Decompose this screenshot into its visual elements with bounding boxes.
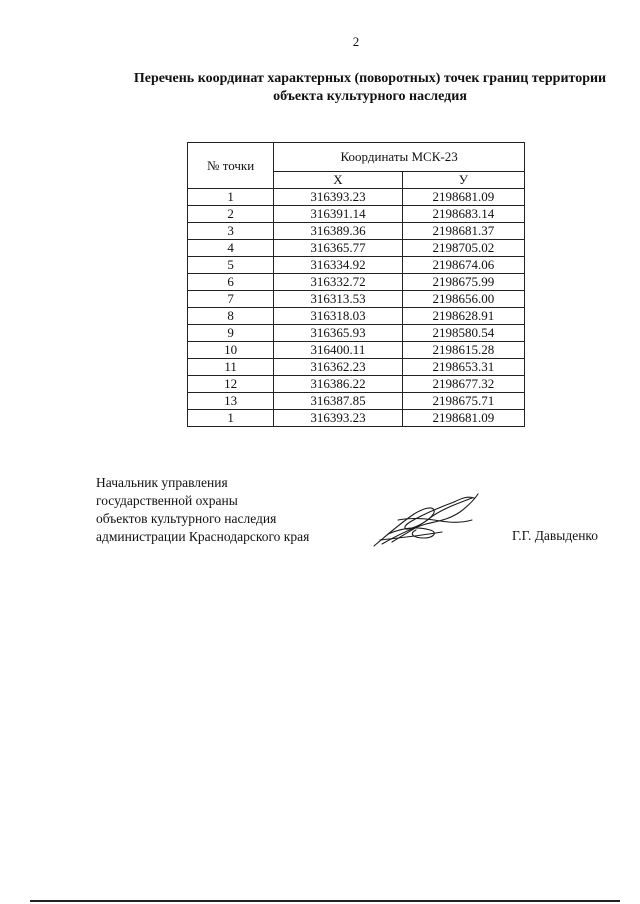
y-coordinate-cell: 2198681.09 (402, 410, 524, 427)
y-coordinate-cell: 2198674.06 (402, 257, 524, 274)
x-coordinate-cell: 316362.23 (274, 359, 402, 376)
y-coordinate-cell: 2198681.37 (402, 223, 524, 240)
point-number-cell: 2 (188, 206, 274, 223)
title-line-2: объекта культурного наследия (273, 89, 467, 104)
x-coordinate-cell: 316334.92 (274, 257, 402, 274)
point-number-cell: 7 (188, 291, 274, 308)
table-row (188, 189, 525, 206)
y-coordinate-cell: 2198580.54 (402, 325, 524, 342)
table-row (188, 410, 525, 427)
position-line: Начальник управления (96, 475, 228, 490)
point-number-cell: 8 (188, 308, 274, 325)
header-point-number: № точки (188, 143, 274, 189)
point-number-cell: 4 (188, 240, 274, 257)
y-coordinate-cell: 2198677.32 (402, 376, 524, 393)
position-line: администрации Краснодарского края (96, 529, 310, 544)
x-coordinate-cell: 316393.23 (274, 410, 402, 427)
table-row (188, 359, 525, 376)
y-coordinate-cell: 2198656.00 (402, 291, 524, 308)
title-line-1: Перечень координат характерных (поворотных) точек границ территории (133, 71, 607, 86)
position-line: государственной охраны (96, 493, 238, 508)
x-coordinate-cell: 316391.14 (274, 206, 402, 223)
table-row (188, 274, 525, 291)
table-row (188, 240, 525, 257)
x-coordinate-cell: 316332.72 (274, 274, 402, 291)
document-title (95, 70, 640, 106)
table-row (188, 325, 525, 342)
handwritten-signature (368, 484, 488, 554)
y-coordinate-cell: 2198615.28 (402, 342, 524, 359)
signer-position (96, 474, 309, 546)
x-coordinate-cell: 316393.23 (274, 189, 402, 206)
x-coordinate-cell: 316365.77 (274, 240, 402, 257)
y-coordinate-cell: 2198681.09 (402, 189, 524, 206)
table-row (188, 376, 525, 393)
table-row (188, 206, 525, 223)
x-coordinate-cell: 316318.03 (274, 308, 402, 325)
y-coordinate-cell: 2198683.14 (402, 206, 524, 223)
x-coordinate-cell: 316365.93 (274, 325, 402, 342)
table-row (188, 308, 525, 325)
table-row (188, 291, 525, 308)
table-body (188, 189, 525, 427)
coordinates-table (187, 142, 525, 427)
point-number-cell: 5 (188, 257, 274, 274)
header-x: Х (274, 172, 402, 189)
point-number-cell: 6 (188, 274, 274, 291)
y-coordinate-cell: 2198628.91 (402, 308, 524, 325)
header-y: У (402, 172, 524, 189)
y-coordinate-cell: 2198705.02 (402, 240, 524, 257)
y-coordinate-cell: 2198653.31 (402, 359, 524, 376)
y-coordinate-cell: 2198675.99 (402, 274, 524, 291)
bottom-rule (30, 900, 620, 902)
point-number-cell: 3 (188, 223, 274, 240)
header-coordinates: Координаты МСК-23 (274, 143, 525, 172)
x-coordinate-cell: 316313.53 (274, 291, 402, 308)
table-row (188, 342, 525, 359)
position-line: объектов культурного наследия (96, 511, 277, 526)
point-number-cell: 9 (188, 325, 274, 342)
point-number-cell: 11 (188, 359, 274, 376)
x-coordinate-cell: 316386.22 (274, 376, 402, 393)
point-number-cell: 1 (188, 189, 274, 206)
table-row (188, 223, 525, 240)
point-number-cell: 13 (188, 393, 274, 410)
x-coordinate-cell: 316387.85 (274, 393, 402, 410)
x-coordinate-cell: 316400.11 (274, 342, 402, 359)
table-row (188, 393, 525, 410)
signer-name: Г.Г. Давыденко (512, 528, 599, 543)
page-number: 2 (352, 34, 360, 49)
y-coordinate-cell: 2198675.71 (402, 393, 524, 410)
point-number-cell: 12 (188, 376, 274, 393)
point-number-cell: 10 (188, 342, 274, 359)
x-coordinate-cell: 316389.36 (274, 223, 402, 240)
point-number-cell: 1 (188, 410, 274, 427)
table-row (188, 257, 525, 274)
